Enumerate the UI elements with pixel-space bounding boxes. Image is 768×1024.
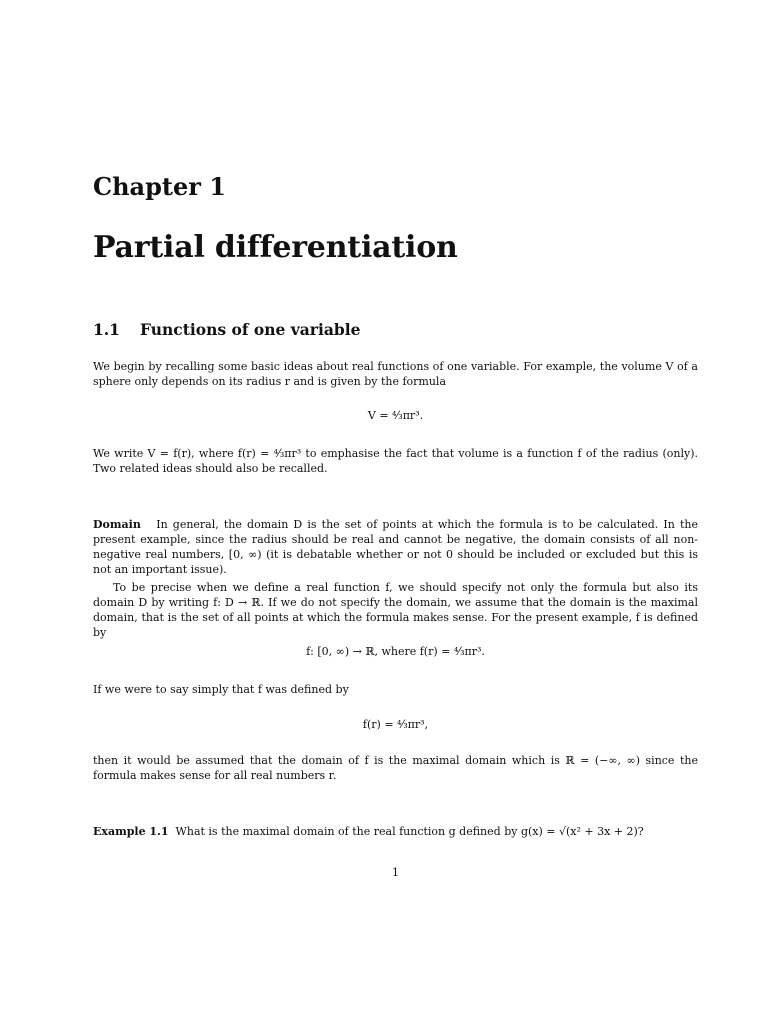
domain-text: In general, the domain D is the set of points at which the formula is to be calculated. In the present example, since the radius should be real and cannot be negative, the domain consists of all non-negative real numbers, [0, ∞) (it is debatable whether or not 0 should be included or excluded but this is not an important issue).: [93, 518, 698, 576]
equation-volume: V = ⁴⁄₃πr³.: [367, 409, 424, 422]
simply-paragraph: If we were to say simply that f was defined by: [93, 683, 349, 696]
equation-defined: f: [0, ∞) → ℝ, where f(r) = ⁴⁄₃πr³.: [306, 645, 485, 658]
equation-simple: f(r) = ⁴⁄₃πr³,: [362, 718, 429, 731]
example-paragraph: [93, 824, 698, 839]
chapter-label: Chapter 1: [93, 172, 226, 201]
domain-paragraph: [93, 517, 698, 577]
example-label: Example 1.1: [93, 825, 169, 838]
then-paragraph: then it would be assumed that the domain of f is the maximal domain which is ℝ = (−∞, ∞) since the formula makes sense for all real numbers r.: [93, 754, 698, 782]
precise-paragraph: To be precise when we define a real function f, we should specify not only the formula but also its domain D by writing f: D → ℝ. If we do not specify the domain, we assume that the domain is the maximal domain, that is the set of all points at which the formula makes sense. For the present example, f is defined by: [93, 581, 698, 639]
section-heading: [93, 320, 361, 339]
section-title: Functions of one variable: [140, 320, 361, 339]
page-number: 1: [392, 866, 399, 879]
section-number: 1.1: [93, 320, 120, 339]
write-paragraph: We write V = f(r), where f(r) = ⁴⁄₃πr³ to emphasise the fact that volume is a function f of the radius (only). Two related ideas should also be recalled.: [93, 447, 698, 475]
intro-paragraph: We begin by recalling some basic ideas about real functions of one variable. For example, the volume V of a sphere only depends on its radius r and is given by the formula: [93, 360, 698, 388]
domain-runin-heading: Domain: [93, 518, 141, 531]
example-text: What is the maximal domain of the real function g defined by g(x) = √(x² + 3x + 2)?: [175, 825, 644, 838]
chapter-title: Partial differentiation: [93, 230, 458, 265]
